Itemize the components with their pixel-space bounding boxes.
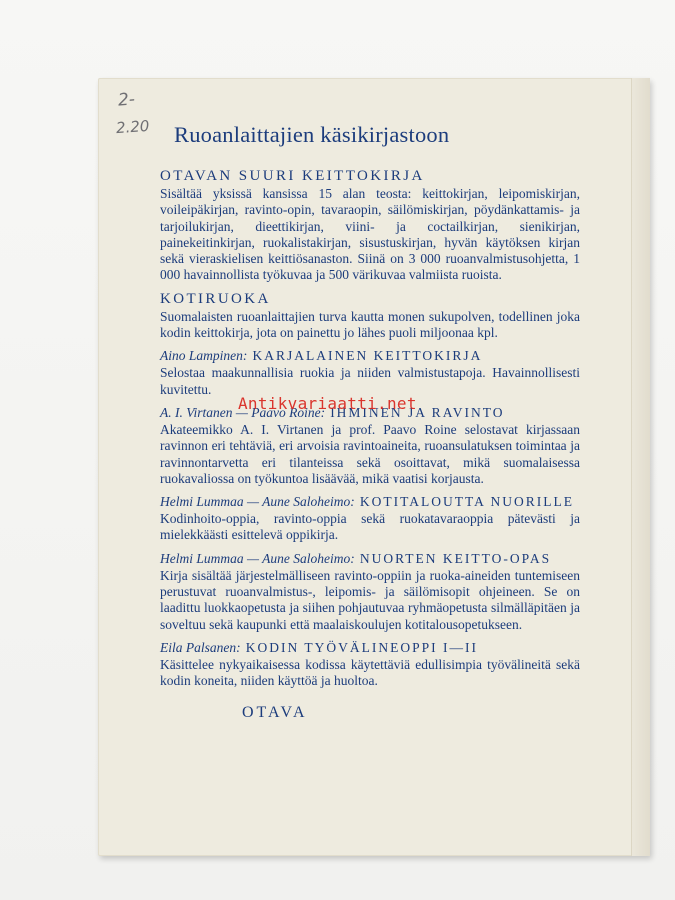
book-description: Sisältää yksissä kansissa 15 alan teosta: keittokirjan, leipomiskirjan, voileipäkirjan, ravinto-opin, tavaraopin, säilömiskirjan, pöydänkattamis- ja tarjoilukirjan, dieettikirjan, viini- ja coctailkirjan, sienikirjan, painekeitinkirjan, ruokalistakirjan, sisustuskirjan, hyvän käytöksen kirjan sekä vieraskielisen keittiösanaston. Siinä on 3 000 ruoanvalmistusohjetta, 1 000 havainnollista työkuvaa ja 500 värikuvaa valmiista ruoista. xyxy=(160,186,580,283)
book-title: KOTIRUOKA xyxy=(160,290,271,307)
publisher-name: OTAVA xyxy=(242,703,308,721)
book-entry xyxy=(160,289,580,342)
entry-heading xyxy=(160,638,580,656)
watermark-text: Antikvariaatti.net xyxy=(238,394,417,413)
book-description: Kirja sisältää järjestelmälliseen ravinto-oppiin ja ruoka-aineiden tuntemiseen perustuvat ruoanvalmistus-, leipomis- ja säilömisopit ohjeineen. Se on laadittu luokkaopetusta ja siihen pohjautuvaa ryhmäopetusta silmälläpitäen ja soveltuu sekä kaupunki että maalaiskoulujen kotitalousopetukseen. xyxy=(160,567,580,632)
entry-heading xyxy=(160,346,580,364)
book-title: OTAVAN SUURI KEITTOKIRJA xyxy=(160,168,425,184)
book-title: IHMINEN JA RAVINTO xyxy=(330,404,505,420)
book-entry xyxy=(160,403,580,487)
book-description: Selostaa maakunnallisia ruokia ja niiden valmistustapoja. Havainnollisesti kuvitettu. xyxy=(160,365,580,397)
book-entry xyxy=(160,549,580,633)
entry-heading xyxy=(160,289,580,308)
book-title: KOTITALOUTTA NUORILLE xyxy=(359,494,575,510)
book-author: Helmi Lummaa — Aune Saloheimo: xyxy=(160,550,355,566)
book-title: KARJALAINEN KEITTOKIRJA xyxy=(252,348,483,364)
book-author: Helmi Lummaa — Aune Saloheimo: xyxy=(160,494,355,510)
book-author: Eila Palsanen: xyxy=(160,639,241,655)
pencil-note-code: 2- xyxy=(117,89,136,111)
book-description: Käsittelee nykyaikaisessa kodissa käytettäviä edullisimpia työvälineitä sekä kodin koneita, niiden käyttöä ja huoltoa. xyxy=(160,656,580,689)
cover-text-block xyxy=(160,122,580,722)
book-author: A. I. Virtanen — Paavo Roine: xyxy=(160,404,326,420)
book-author: Aino Lampinen: xyxy=(160,348,248,364)
book-description: Akateemikko A. I. Virtanen ja prof. Paavo Roine selostavat kirjassaan ravinnon eri tehtäviä, eri arvoisia ravintoaineita, ruoansulatuksen toimintaa ja ravinnontarvetta eri tilanteissa sekä osoittavat, mikä suomalaisessa ruokavaliossa on työkuntoa lisäävää, mikä vaatisi korjausta. xyxy=(160,421,580,486)
book-entry xyxy=(160,638,580,690)
cover-edge xyxy=(631,78,650,856)
book-title: KODIN TYÖVÄLINEOPPI I—II xyxy=(245,639,478,655)
page-title: Ruoanlaittajien käsikirjastoon xyxy=(174,122,450,147)
book-entry xyxy=(160,492,580,544)
book-title: NUORTEN KEITTO-OPAS xyxy=(359,550,552,566)
book-description: Kodinhoito-oppia, ravinto-oppia sekä ruokatavaraoppia pätevästi ja mielekkäästi esittelevä oppikirja. xyxy=(160,511,580,543)
book-description: Suomalaisten ruoanlaittajien turva kautta monen sukupolven, todellinen joka kodin keittokirja, jota on painettu jo lähes puoli miljoonaa kpl. xyxy=(160,308,580,341)
entry-heading xyxy=(160,492,580,510)
book-entry xyxy=(160,346,580,398)
entry-heading xyxy=(160,166,580,185)
book-entry xyxy=(160,166,580,284)
pencil-note-price: 2.20 xyxy=(115,116,150,138)
entry-heading xyxy=(160,549,580,567)
